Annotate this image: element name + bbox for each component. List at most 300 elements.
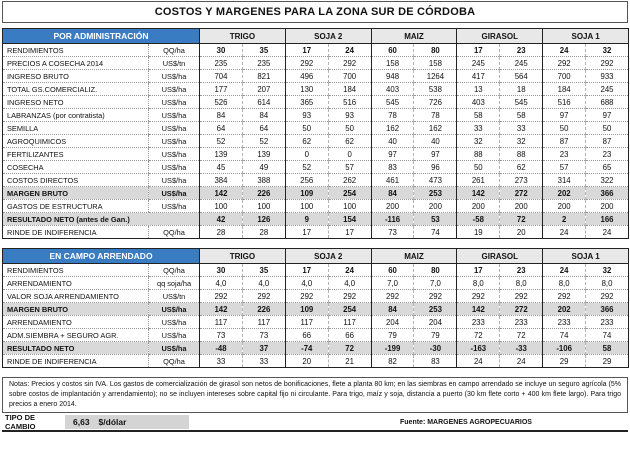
value-cell: 7,0 [414,277,457,290]
value-cell: 74 [586,329,629,342]
table-row [3,135,629,148]
value-cell: 273 [500,174,543,187]
value-cell: 9 [285,213,328,226]
value-cell: 23 [586,148,629,161]
value-cell: 8,0 [500,277,543,290]
value-cell: 4,0 [242,277,285,290]
value-cell: 256 [285,174,328,187]
value-cell: 292 [200,290,243,303]
table-row [3,264,629,277]
table-row [3,83,629,96]
table-en-campo-arrendado [2,248,629,368]
value-cell: 473 [414,174,457,187]
value-cell: 403 [457,96,500,109]
row-unit: US$/ha [149,342,200,355]
value-cell: 384 [200,174,243,187]
row-unit: QQ/ha [149,44,200,57]
value-cell: 37 [242,342,285,355]
value-cell: 117 [200,316,243,329]
row-label: MARGEN BRUTO [3,187,149,200]
value-cell: 200 [414,200,457,213]
row-unit: US$/tn [149,57,200,70]
value-cell: 23 [500,264,543,277]
value-cell: 200 [371,200,414,213]
value-cell: 245 [586,83,629,96]
value-cell: 17 [328,226,371,239]
value-cell: 80 [414,264,457,277]
value-cell: 314 [543,174,586,187]
row-unit: US$/ha [149,70,200,83]
value-cell: 704 [200,70,243,83]
value-cell: 292 [457,290,500,303]
crop-header-girasol: GIRASOL [457,29,543,44]
value-cell: 24 [328,44,371,57]
value-cell: 20 [285,355,328,368]
value-cell: 13 [457,83,500,96]
value-cell: 403 [371,83,414,96]
value-cell: 29 [543,355,586,368]
value-cell: 84 [200,109,243,122]
value-cell: 62 [328,135,371,148]
value-cell: 33 [500,122,543,135]
value-cell: 461 [371,174,414,187]
value-cell: 17 [285,226,328,239]
row-label: RINDE DE INDIFERENCIA [3,355,149,368]
value-cell: 88 [457,148,500,161]
exchange-rate-value: 6,63 [73,417,90,427]
value-cell: 253 [414,187,457,200]
value-cell: 88 [500,148,543,161]
value-cell: 23 [500,44,543,57]
value-cell: 93 [328,109,371,122]
value-cell: 130 [285,83,328,96]
value-cell: 366 [586,303,629,316]
value-cell: 292 [543,57,586,70]
value-cell: 32 [586,264,629,277]
value-cell: 52 [285,161,328,174]
value-cell: 100 [285,200,328,213]
value-cell: 154 [328,213,371,226]
value-cell: 8,0 [457,277,500,290]
table-row [3,290,629,303]
value-cell: 60 [371,264,414,277]
value-cell: 66 [328,329,371,342]
value-cell: 200 [586,200,629,213]
value-cell: 162 [371,122,414,135]
value-cell: -106 [543,342,586,355]
table-row [3,96,629,109]
value-cell: 272 [500,303,543,316]
value-cell: 35 [242,44,285,57]
row-label: GASTOS DE ESTRUCTURA [3,200,149,213]
row-unit: US$/ha [149,174,200,187]
value-cell: 83 [414,355,457,368]
value-cell: 64 [200,122,243,135]
value-cell: 4,0 [328,277,371,290]
value-cell: 32 [500,135,543,148]
row-label: COSTOS DIRECTOS [3,174,149,187]
value-cell: 417 [457,70,500,83]
table-row [3,316,629,329]
value-cell: 117 [285,316,328,329]
table-row [3,200,629,213]
row-label: ARRENDAMIENTO [3,277,149,290]
value-cell: 202 [543,303,586,316]
value-cell: 292 [285,57,328,70]
value-cell: 235 [200,57,243,70]
table-row [3,109,629,122]
row-label: ARRENDAMIENTO [3,316,149,329]
value-cell: 292 [414,290,457,303]
value-cell: 292 [543,290,586,303]
value-cell: 292 [285,290,328,303]
value-cell: 0 [328,148,371,161]
row-label: PRECIOS A COSECHA 2014 [3,57,149,70]
value-cell: 21 [328,355,371,368]
value-cell: 32 [586,44,629,57]
value-cell: 202 [543,187,586,200]
row-unit: US$/ha [149,148,200,161]
value-cell: 50 [328,122,371,135]
value-cell: 366 [586,187,629,200]
table-row [3,342,629,355]
value-cell: 66 [285,329,328,342]
row-label: SEMILLA [3,122,149,135]
crop-header-trigo: TRIGO [200,29,286,44]
row-unit: US$/ha [149,200,200,213]
value-cell: 28 [242,226,285,239]
value-cell: 50 [543,122,586,135]
value-cell: 126 [242,213,285,226]
value-cell: 388 [242,174,285,187]
row-unit: US$/ha [149,329,200,342]
notes-box [2,377,628,413]
section-header: POR ADMINISTRACIÓN [3,29,200,44]
value-cell: 254 [328,303,371,316]
table-row [3,70,629,83]
value-cell: 184 [543,83,586,96]
value-cell: 564 [500,70,543,83]
value-cell: 19 [457,226,500,239]
value-cell: 233 [543,316,586,329]
value-cell: 50 [586,122,629,135]
value-cell: 139 [200,148,243,161]
value-cell: 177 [200,83,243,96]
value-cell: 23 [543,148,586,161]
value-cell: 32 [457,135,500,148]
exchange-rate-label: TIPO DE CAMBIO [5,413,36,431]
crop-header-girasol: GIRASOL [457,249,543,264]
value-cell: 100 [242,200,285,213]
row-label: RENDIMIENTOS [3,264,149,277]
row-label: INGRESO NETO [3,96,149,109]
value-cell: 261 [457,174,500,187]
value-cell: 204 [414,316,457,329]
value-cell: 365 [285,96,328,109]
table-row [3,226,629,239]
row-label: COSECHA [3,161,149,174]
value-cell: 45 [200,161,243,174]
section-header: EN CAMPO ARRENDADO [3,249,200,264]
value-cell: 79 [371,329,414,342]
value-cell: 100 [328,200,371,213]
value-cell: 688 [586,96,629,109]
value-cell: 52 [200,135,243,148]
value-cell: -116 [371,213,414,226]
value-cell: 226 [242,303,285,316]
value-cell: 50 [285,122,328,135]
value-cell: 73 [371,226,414,239]
row-unit: QQ/ha [149,226,200,239]
value-cell: 79 [414,329,457,342]
value-cell: 72 [500,329,543,342]
value-cell: 50 [457,161,500,174]
row-unit: US$/ha [149,135,200,148]
row-label: RESULTADO NETO [3,342,149,355]
row-label: RINDE DE INDIFERENCIA [3,226,149,239]
value-cell: 64 [242,122,285,135]
value-cell: 109 [285,303,328,316]
value-cell: 142 [457,303,500,316]
value-cell: -163 [457,342,500,355]
row-unit: US$/ha [149,96,200,109]
value-cell: 516 [328,96,371,109]
notes-text: Notas: Precios y costos sin IVA. Los gastos de comercialización de girasol son netos de bonificaciones, flete a planta 80 km; en las siembras en campo arrendado se incluye un seguro agrícola (5% sobre costos de implantación y arrendamiento); no se incluyen intereses sobre capital fijo ni circulante. Para trigo, maíz y soja, distancia a puerto (30 km flete corto + 400 km flete largo). Para trigo precios a enero 2014. [9,381,621,408]
row-unit: US$/ha [149,187,200,200]
value-cell: 292 [586,290,629,303]
value-cell: 60 [371,44,414,57]
value-cell: 30 [200,264,243,277]
value-cell: 72 [457,329,500,342]
value-cell: 24 [543,44,586,57]
source-label: Fuente: MARGENES AGROPECUARIOS [400,418,532,426]
value-cell: 17 [285,44,328,57]
value-cell: 933 [586,70,629,83]
value-cell: 253 [414,303,457,316]
report-title: COSTOS Y MARGENES PARA LA ZONA SUR DE CÓRDOBA [2,1,628,23]
value-cell: 20 [500,226,543,239]
table-row [3,355,629,368]
value-cell: 62 [285,135,328,148]
table-row [3,174,629,187]
value-cell: 4,0 [285,277,328,290]
value-cell: 24 [543,264,586,277]
value-cell: 24 [586,226,629,239]
value-cell: 73 [242,329,285,342]
exchange-rate-unit: $/dólar [98,417,127,427]
table-row [3,122,629,135]
row-unit: US$/ha [149,161,200,174]
value-cell: 292 [371,290,414,303]
value-cell: 29 [586,355,629,368]
value-cell: 57 [328,161,371,174]
value-cell: 200 [500,200,543,213]
value-cell: 204 [371,316,414,329]
row-label: TOTAL GS.COMERCIALIZ. [3,83,149,96]
value-cell: 322 [586,174,629,187]
value-cell: 526 [200,96,243,109]
value-cell: 8,0 [543,277,586,290]
crop-header-maiz: MAIZ [371,249,457,264]
crop-header-soja-2: SOJA 2 [285,249,371,264]
row-unit: US$/ha [149,316,200,329]
table-row [3,44,629,57]
value-cell: 53 [414,213,457,226]
value-cell: 262 [328,174,371,187]
table-row [3,187,629,200]
row-unit: QQ/ha [149,264,200,277]
value-cell: 726 [414,96,457,109]
value-cell: 42 [200,213,243,226]
row-label: ADM.SIEMBRA + SEGURO AGR. [3,329,149,342]
value-cell: 58 [457,109,500,122]
value-cell: 254 [328,187,371,200]
value-cell: 40 [414,135,457,148]
value-cell: 292 [242,290,285,303]
value-cell: 162 [414,122,457,135]
value-cell: 96 [414,161,457,174]
value-cell: 292 [328,290,371,303]
crop-header-soja-1: SOJA 1 [543,249,629,264]
table-por-administracion [2,28,629,239]
value-cell: 80 [414,44,457,57]
row-label: MARGEN BRUTO [3,303,149,316]
value-cell: 78 [414,109,457,122]
row-label: FERTILIZANTES [3,148,149,161]
row-unit: US$/ha [149,83,200,96]
value-cell: 700 [328,70,371,83]
value-cell: 65 [586,161,629,174]
value-cell: 30 [200,44,243,57]
footer-row [2,414,628,432]
row-unit: US$/ha [149,122,200,135]
table-row [3,277,629,290]
table-row [3,161,629,174]
row-label: VALOR SOJA ARRENDAMIENTO [3,290,149,303]
row-label: AGROQUIMICOS [3,135,149,148]
value-cell: 109 [285,187,328,200]
value-cell: 516 [543,96,586,109]
value-cell: 17 [285,264,328,277]
value-cell: 948 [371,70,414,83]
value-cell: 233 [586,316,629,329]
value-cell: 97 [414,148,457,161]
value-cell: 2 [543,213,586,226]
value-cell: 184 [328,83,371,96]
row-unit: US$/tn [149,290,200,303]
value-cell: -48 [200,342,243,355]
crop-header-soja-1: SOJA 1 [543,29,629,44]
value-cell: 4,0 [200,277,243,290]
value-cell: 233 [457,316,500,329]
value-cell: 614 [242,96,285,109]
value-cell: 73 [200,329,243,342]
value-cell: 139 [242,148,285,161]
value-cell: 74 [414,226,457,239]
value-cell: 58 [586,342,629,355]
crop-header-maiz: MAIZ [371,29,457,44]
value-cell: 24 [500,355,543,368]
value-cell: 84 [371,303,414,316]
value-cell: 200 [543,200,586,213]
value-cell: 142 [200,303,243,316]
value-cell: -74 [285,342,328,355]
value-cell: 1264 [414,70,457,83]
value-cell: 78 [371,109,414,122]
value-cell: 97 [543,109,586,122]
value-cell: 496 [285,70,328,83]
value-cell: 40 [371,135,414,148]
value-cell: 84 [242,109,285,122]
row-unit: QQ/ha [149,355,200,368]
value-cell: 87 [543,135,586,148]
value-cell: 142 [200,187,243,200]
row-label: LABRANZAS (por contratista) [3,109,149,122]
exchange-rate-cell [65,415,189,429]
value-cell: 821 [242,70,285,83]
value-cell: 28 [200,226,243,239]
value-cell: 24 [457,355,500,368]
value-cell: 7,0 [371,277,414,290]
value-cell: 35 [242,264,285,277]
value-cell: 142 [457,187,500,200]
value-cell: 97 [586,109,629,122]
value-cell: 49 [242,161,285,174]
value-cell: 166 [586,213,629,226]
crop-header-trigo: TRIGO [200,249,286,264]
value-cell: 117 [242,316,285,329]
value-cell: 700 [543,70,586,83]
value-cell: 292 [500,290,543,303]
value-cell: 52 [242,135,285,148]
value-cell: -58 [457,213,500,226]
value-cell: 24 [328,264,371,277]
row-label: RENDIMIENTOS [3,44,149,57]
row-label: INGRESO BRUTO [3,70,149,83]
value-cell: 545 [371,96,414,109]
value-cell: 8,0 [586,277,629,290]
table-row [3,303,629,316]
value-cell: 200 [457,200,500,213]
value-cell: -30 [414,342,457,355]
table-row [3,329,629,342]
value-cell: 292 [328,57,371,70]
value-cell: 18 [500,83,543,96]
value-cell: 158 [414,57,457,70]
value-cell: 272 [500,187,543,200]
value-cell: 33 [242,355,285,368]
row-unit: US$/ha [149,109,200,122]
value-cell: 83 [371,161,414,174]
value-cell: 233 [500,316,543,329]
crop-header-soja-2: SOJA 2 [285,29,371,44]
value-cell: 226 [242,187,285,200]
value-cell: 62 [500,161,543,174]
row-unit: qq soja/ha [149,277,200,290]
table-row [3,57,629,70]
value-cell: 74 [543,329,586,342]
table-row [3,148,629,161]
value-cell: 245 [500,57,543,70]
value-cell: 97 [371,148,414,161]
report-sheet [1,0,629,449]
value-cell: 93 [285,109,328,122]
value-cell: 58 [500,109,543,122]
value-cell: 158 [371,57,414,70]
row-label: RESULTADO NETO (antes de Gan.) [3,213,200,226]
value-cell: 33 [457,122,500,135]
value-cell: 117 [328,316,371,329]
